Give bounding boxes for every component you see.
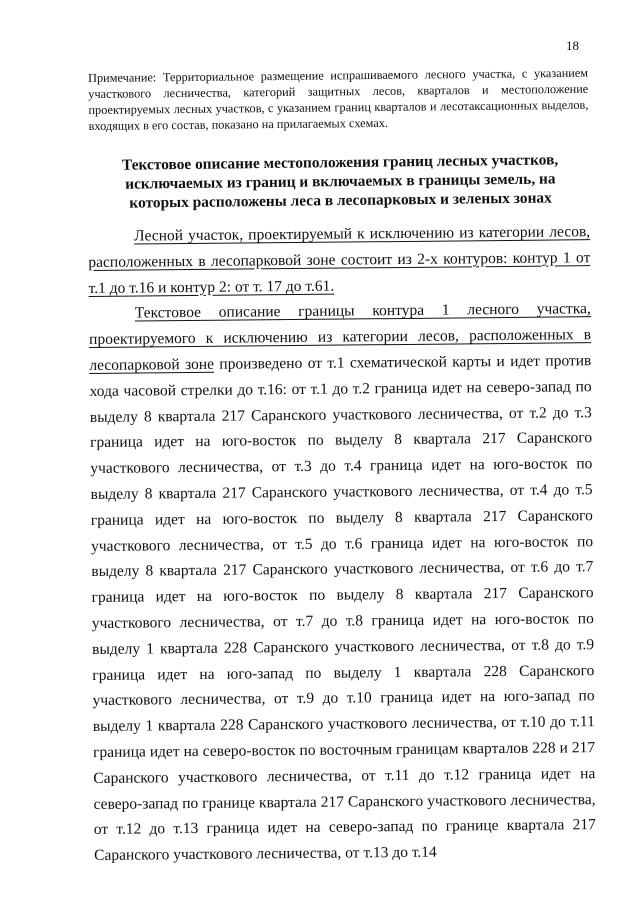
- note-paragraph: Примечание: Территориальное размещение испрашиваемого лесного участка, с указанием участкового лесничества, категорий защитных лесов, кварталов и местоположение проектируемых лесных участков, с указанием границ кварталов и лесотаксационных выделов, входящих в его состав, показано на прилагаемых схемах.: [88, 65, 589, 133]
- section-heading: Текстовое описание местоположения границ лесных участков, исключаемых из границ и включаемых в границы земель, на которых расположены леса в лесопарковых и зеленых зонах: [121, 151, 559, 212]
- paragraph-description-lead: Текстовое описание границы контура 1 лесного участка, проектируемого к исключению из категории лесов, расположенных в лесопарковой зоне: [89, 300, 592, 374]
- paragraph-description-body: произведено от т.1 схематической карты и идет против хода часовой стрелки до т.16: от т.1 до т.2 граница идет на северо-запад по выделу 8 квартала 217 Саранского участкового лесничества, от т.2 до т.3 граница идет на юго-восток по выделу 8 квартала 217 Саранского участкового лесничества, от т.3 до т.4 граница идет на юго-восток по выделу 8 квартала 217 Саранского участкового лесничества, от т.4 до т.5 граница идет на юго-восток по выделу 8 квартала 217 Саранского участкового лесничества, от т.5 до т.6 граница идет на юго-восток по выделу 8 квартала 217 Саранского участкового лесничества, от т.6 до т.7 граница идет на юго-восток по выделу 8 квартала 217 Саранского участкового лесничества, от т.7 до т.8 граница идет на юго-восток по выделу 1 квартала 228 Саранского участкового лесничества, от т.8 до т.9 граница идет на юго-запад по выделу 1 квартала 228 Саранского участкового лесничества, от т.9 до т.10 граница идет на юго-запад по выделу 1 квартала 228 Саранского участкового лесничества, от т.10 до т.11 граница идет на северо-восток по восточным границам кварталов 228 и 217 Саранского участкового лесничества, от т.11 до т.12 граница идет на северо-запад по границе квартала 217 Саранского участкового лесничества, от т.12 до т.13 граница идет на северо-запад по границе квартала 217 Саранского участкового лесничества, от т.13 до т.14: [89, 352, 596, 865]
- paragraph-contours: [88, 219, 591, 301]
- body-text: [88, 219, 596, 869]
- paragraph-description: [89, 297, 596, 869]
- page-number: 18: [566, 38, 579, 53]
- paragraph-contours-text: Лесной участок, проектируемый к исключению из категории лесов, расположенных в лесопарковой зоне состоит из 2-х контуров: контур 1 от т.1 до т.16 и контур 2: от т. 17 до т.61.: [88, 223, 591, 297]
